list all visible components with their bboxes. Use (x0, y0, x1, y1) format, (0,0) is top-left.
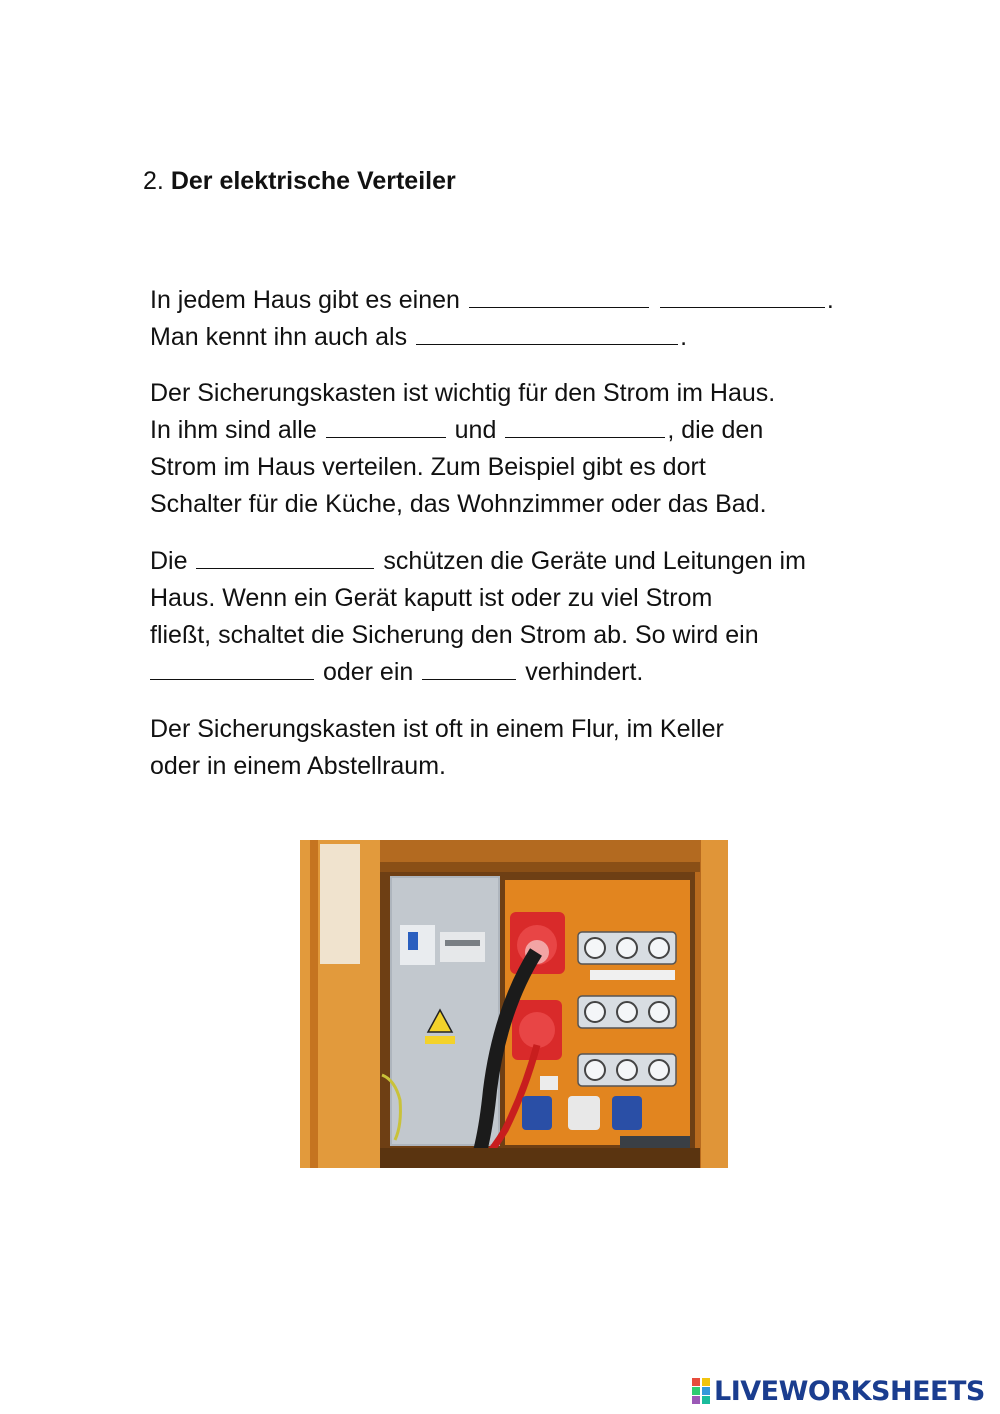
text-segment: , die den (667, 416, 764, 444)
blank-field-6[interactable] (196, 546, 374, 569)
fuse-box-photo (300, 840, 728, 1168)
blank-field-8[interactable] (422, 657, 516, 680)
paragraph-4 (150, 711, 910, 785)
text-line: Haus. Wenn ein Gerät kaputt ist oder zu viel Strom (150, 584, 713, 612)
text-line: fließt, schaltet die Sicherung den Strom ab. So wird ein (150, 621, 759, 649)
text-segment: In ihm sind alle (150, 416, 317, 444)
text-line: Schalter für die Küche, das Wohnzimmer oder das Bad. (150, 490, 767, 518)
blank-field-3[interactable] (416, 322, 678, 345)
text-line: Der Sicherungskasten ist oft in einem Flur, im Keller (150, 715, 724, 743)
blank-field-7[interactable] (150, 657, 314, 680)
blank-field-4[interactable] (326, 415, 446, 438)
text-line: oder in einem Abstellraum. (150, 752, 446, 780)
paragraph-2 (150, 375, 910, 523)
text-segment: . (680, 323, 688, 351)
text-segment: oder ein (322, 658, 414, 686)
text-segment: In jedem Haus gibt es einen (150, 286, 460, 314)
text-line: Der Sicherungskasten ist wichtig für den Strom im Haus. (150, 379, 776, 407)
text-segment: und (454, 416, 497, 444)
text-segment: . (826, 286, 834, 314)
paragraph-3 (150, 543, 910, 691)
text-segment: schützen die Geräte und Leitungen im (383, 547, 806, 575)
liveworksheets-mark-icon (692, 1378, 710, 1404)
text-segment: verhindert. (525, 658, 644, 686)
text-segment: Die (150, 547, 188, 575)
text-line: Strom im Haus verteilen. Zum Beispiel gibt es dort (150, 453, 706, 481)
paragraph-1 (150, 282, 910, 356)
logo-wordmark: LIVEWORKSHEETS (714, 1375, 985, 1407)
text-segment: Man kennt ihn auch als (150, 323, 408, 351)
section-heading (143, 164, 456, 198)
blank-field-5[interactable] (505, 415, 665, 438)
liveworksheets-logo (692, 1374, 985, 1408)
blank-field-2[interactable] (660, 285, 825, 308)
blank-field-1[interactable] (469, 285, 649, 308)
section-number: 2. (143, 167, 164, 195)
section-title: Der elektrische Verteiler (170, 167, 456, 195)
